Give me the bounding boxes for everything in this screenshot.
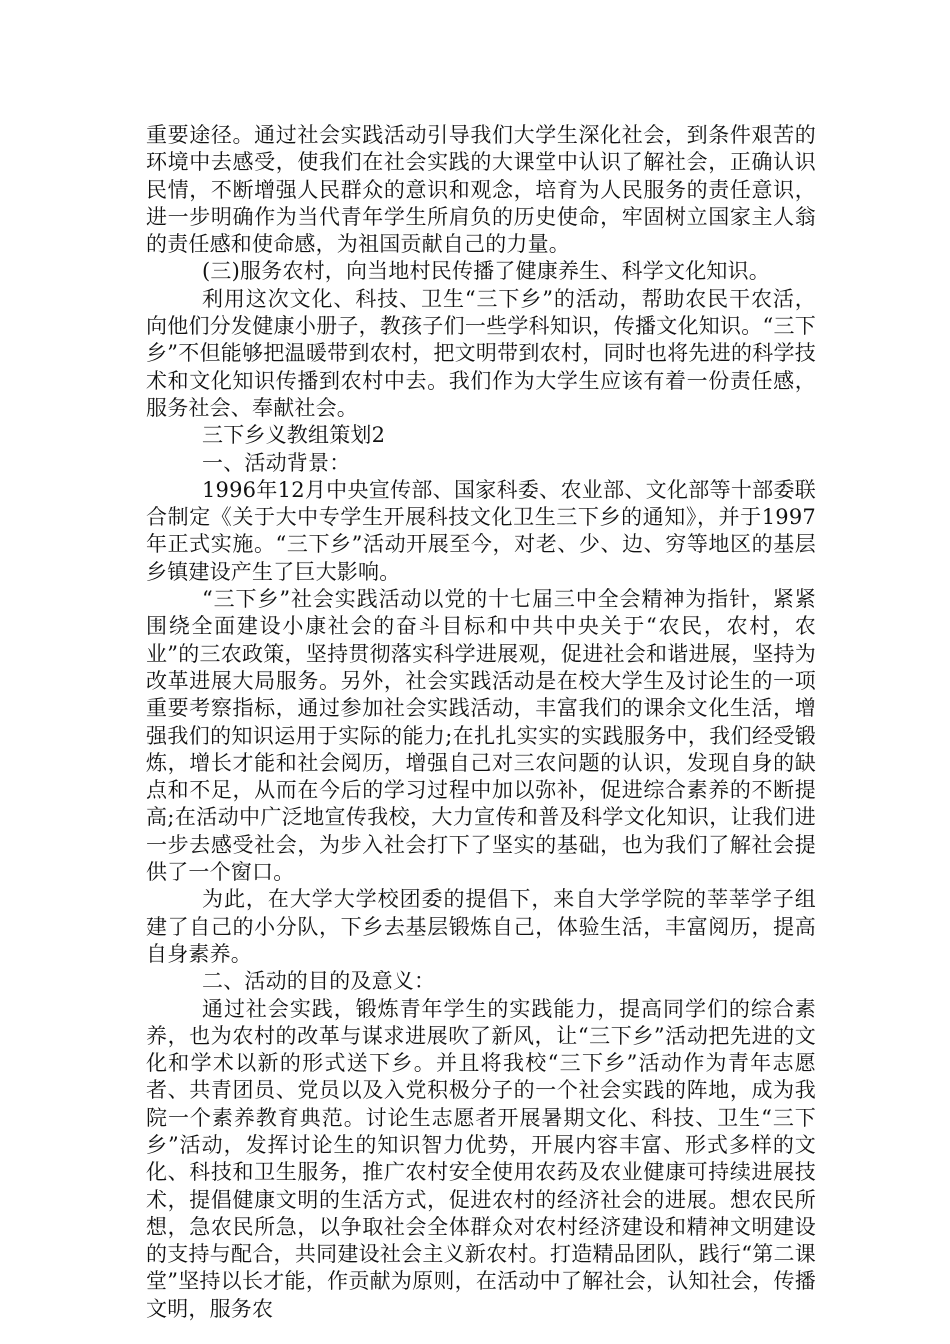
paragraph: 通过社会实践，锻炼青年学生的实践能力，提高同学们的综合素养，也为农村的改革与谋求进展吹了新风，让“三下乡”活动把先进的文化和学术以新的形式送下乡。并且将我校“三下乡”活动作为青年志愿者、共青团员、党员以及入党积极分子的一个社会实践的阵地，成为我院一个素养教育典范。讨论生志愿者开展暑期文化、科技、卫生“三下乡”活动，发挥讨论生的知识智力优势，开展内容丰富、形式多样的文化、科技和卫生服务，推广农村安全使用农药及农业健康可持续进展技术，提倡健康文明的生活方式，促进农村的经济社会的进展。想农民所想，急农民所急，以争取社会全体群众对农村经济建设和精神文明建设的支持与配合，共同建设社会主义新农村。打造精品团队，践行“第二课堂”坚持以长才能，作贡献为原则，在活动中了解社会，认知社会，传播文明，服务农 <box>146 996 816 1321</box>
paragraph: (三)服务农村，向当地村民传播了健康养生、科学文化知识。 <box>202 259 770 284</box>
paragraph: 利用这次文化、科技、卫生“三下乡”的活动，帮助农民干农活，向他们分发健康小册子，教孩子们一些学科知识，传播文化知识。“三下乡”不但能够把温暖带到农村，把文明带到农村，同时也将先进的科学技术和文化知识传播到农村中去。我们作为大学生应该有着一份责任感，服务社会、奉献社会。 <box>146 286 816 420</box>
paragraph: “三下乡”社会实践活动以党的十七届三中全会精神为指针，紧紧围绕全面建设小康社会的奋斗目标和中共中央关于“农民，农村，农业”的三农政策，坚持贯彻落实科学进展观，促进社会和谐进展，坚持为改革进展大局服务。另外，社会实践活动是在校大学生及讨论生的一项重要考察指标，通过参加社会实践活动，丰富我们的课余文化生活，增强我们的知识运用于实际的能力;在扎扎实实的实践服务中，我们经受锻炼，增长才能和社会阅历，增强自己对三农问题的认识，发现自身的缺点和不足，从而在今后的学习过程中加以弥补，促进综合素养的不断提高;在活动中广泛地宣传我校，大力宣传和普及科学文化知识，让我们进一步去感受社会，为步入社会打下了坚实的基础，也为我们了解社会提供了一个窗口。 <box>146 587 816 885</box>
paragraph: 重要途径。通过社会实践活动引导我们大学生深化社会，到条件艰苦的环境中去感受，使我们在社会实践的大课堂中认识了解社会，正确认识民情，不断增强人民群众的意识和观念，培育为人民服务的责任意识，进一步明确作为当代青年学生所肩负的历史使命，牢固树立国家主人翁的责任感和使命感，为祖国贡献自己的力量。 <box>146 123 816 257</box>
paragraph: 为此，在大学大学校团委的提倡下，来自大学学院的莘莘学子组建了自己的小分队，下乡去基层锻炼自己，体验生活，丰富阅历，提高自身素养。 <box>146 887 816 966</box>
section-heading: 三下乡义教组策划2 <box>202 423 386 448</box>
paragraph: 1996年12月中央宣传部、国家科委、农业部、文化部等十部委联合制定《关于大中专学生开展科技文化卫生三下乡的通知》，并于1997年正式实施。“三下乡”活动开展至今，对老、少、边、穷等地区的基层乡镇建设产生了巨大影响。 <box>146 477 816 584</box>
section-heading: 一、活动背景： <box>202 450 351 475</box>
section-heading: 二、活动的目的及意义： <box>202 969 436 994</box>
document-body <box>146 122 816 1323</box>
